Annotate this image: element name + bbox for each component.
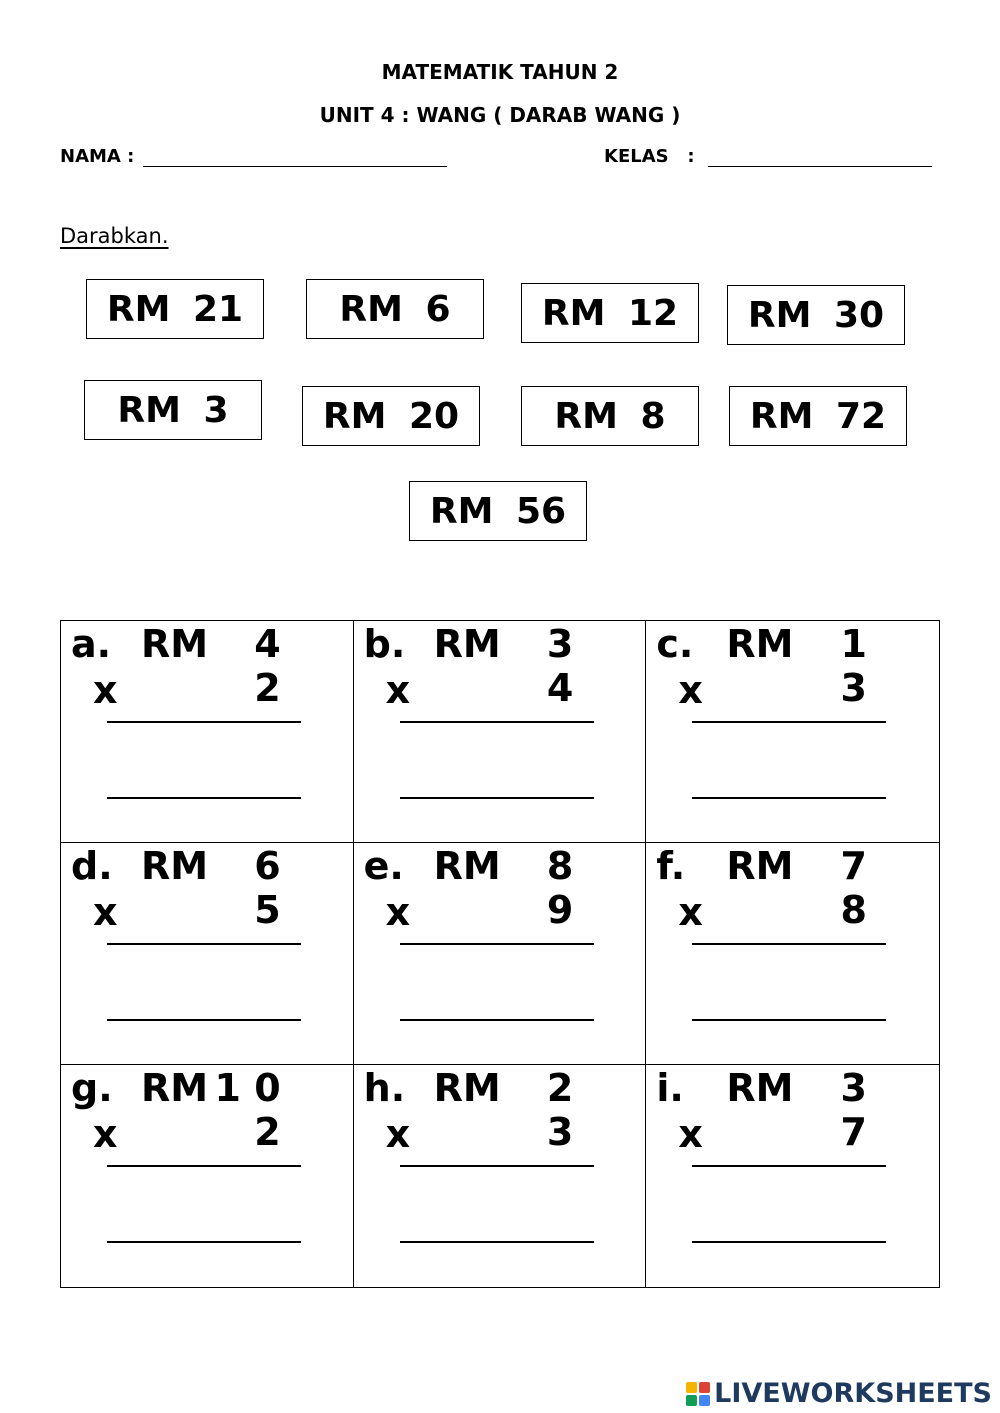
multiply-sign: x — [678, 668, 703, 712]
answer-line[interactable] — [692, 1241, 886, 1243]
working-line — [107, 1165, 301, 1167]
name-label: NAMA : — [60, 146, 135, 167]
answer-box[interactable]: RM 12 — [521, 283, 699, 343]
multiply-sign: x — [678, 890, 703, 934]
currency-label: RM — [141, 844, 209, 888]
multiplier: 3 — [546, 1110, 574, 1154]
answer-box[interactable]: RM 20 — [302, 386, 480, 446]
multiplicand: 1 — [840, 622, 867, 666]
answer-box[interactable]: RM 72 — [729, 386, 907, 446]
currency-label: RM — [433, 1066, 501, 1110]
multiply-sign: x — [385, 668, 411, 712]
question-letter: g. — [71, 1066, 113, 1110]
logo-square — [699, 1382, 710, 1393]
multiplicand: 4 — [254, 622, 281, 666]
question-cell — [354, 843, 647, 1065]
question-cell — [354, 1065, 647, 1287]
question-cell — [354, 621, 647, 843]
working-line — [692, 943, 886, 945]
question-letter: e. — [363, 844, 404, 888]
currency-label: RM — [726, 622, 794, 666]
multiplicand: 7 — [840, 844, 867, 888]
answer-line[interactable] — [400, 1241, 594, 1243]
title-line-2: UNIT 4 : WANG ( DARAB WANG ) — [319, 103, 681, 127]
answer-box[interactable]: RM 56 — [409, 481, 587, 541]
currency-label: RM — [141, 622, 209, 666]
liveworksheets-logo-icon — [686, 1382, 710, 1406]
question-cell — [646, 1065, 939, 1287]
multiply-sign: x — [93, 1112, 118, 1156]
answer-box[interactable]: RM 3 — [84, 380, 262, 440]
multiplier: 5 — [254, 888, 281, 932]
instruction: Darabkan. — [60, 224, 169, 248]
question-letter: i. — [656, 1066, 684, 1110]
working-line — [107, 721, 301, 723]
multiply-sign: x — [93, 890, 118, 934]
answer-line[interactable] — [400, 1019, 594, 1021]
question-cell — [61, 621, 354, 843]
liveworksheets-brand — [686, 1378, 992, 1409]
answer-box[interactable]: RM 6 — [306, 279, 484, 339]
question-grid — [60, 620, 940, 1288]
multiplicand: 3 — [840, 1066, 867, 1110]
logo-square — [686, 1395, 697, 1406]
logo-square — [686, 1382, 697, 1393]
question-cell — [61, 843, 354, 1065]
answer-line[interactable] — [692, 797, 886, 799]
question-cell — [61, 1065, 354, 1287]
multiplier: 4 — [546, 666, 574, 710]
multiplicand: 8 — [546, 844, 574, 888]
multiplicand: 2 — [546, 1066, 574, 1110]
multiplier: 2 — [254, 1110, 281, 1154]
answer-line[interactable] — [400, 797, 594, 799]
question-letter: d. — [71, 844, 113, 888]
multiplicand: 6 — [254, 844, 281, 888]
answer-line[interactable] — [692, 1019, 886, 1021]
working-line — [400, 943, 594, 945]
multiplier: 7 — [840, 1110, 867, 1154]
multiplicand: 1 0 — [214, 1066, 281, 1110]
currency-label: RM — [726, 844, 794, 888]
question-letter: c. — [656, 622, 694, 666]
multiplicand: 3 — [546, 622, 574, 666]
name-field[interactable] — [143, 166, 447, 167]
multiply-sign: x — [385, 1112, 411, 1156]
class-field[interactable] — [708, 166, 932, 167]
class-label: KELAS : — [604, 146, 695, 167]
multiplier: 9 — [546, 888, 574, 932]
question-letter: a. — [71, 622, 112, 666]
question-letter: h. — [363, 1066, 406, 1110]
multiplier: 3 — [840, 666, 867, 710]
currency-label: RM — [433, 622, 501, 666]
question-letter: f. — [656, 844, 686, 888]
question-cell — [646, 621, 939, 843]
multiply-sign: x — [385, 890, 411, 934]
working-line — [692, 721, 886, 723]
answer-box[interactable]: RM 8 — [521, 386, 699, 446]
multiplier: 8 — [840, 888, 867, 932]
currency-label: RM — [726, 1066, 794, 1110]
title-line-1: MATEMATIK TAHUN 2 — [381, 60, 619, 84]
question-cell — [646, 843, 939, 1065]
question-letter: b. — [363, 622, 406, 666]
answer-line[interactable] — [107, 1019, 301, 1021]
answer-line[interactable] — [107, 797, 301, 799]
multiply-sign: x — [678, 1112, 703, 1156]
currency-label: RM — [433, 844, 501, 888]
multiply-sign: x — [93, 668, 118, 712]
multiplier: 2 — [254, 666, 281, 710]
brand-text: LIVEWORKSHEETS — [714, 1378, 992, 1409]
working-line — [107, 943, 301, 945]
currency-label: RM — [141, 1066, 209, 1110]
working-line — [400, 721, 594, 723]
working-line — [400, 1165, 594, 1167]
answer-line[interactable] — [107, 1241, 301, 1243]
working-line — [692, 1165, 886, 1167]
answer-box[interactable]: RM 30 — [727, 285, 905, 345]
answer-box[interactable]: RM 21 — [86, 279, 264, 339]
logo-square — [699, 1395, 710, 1406]
